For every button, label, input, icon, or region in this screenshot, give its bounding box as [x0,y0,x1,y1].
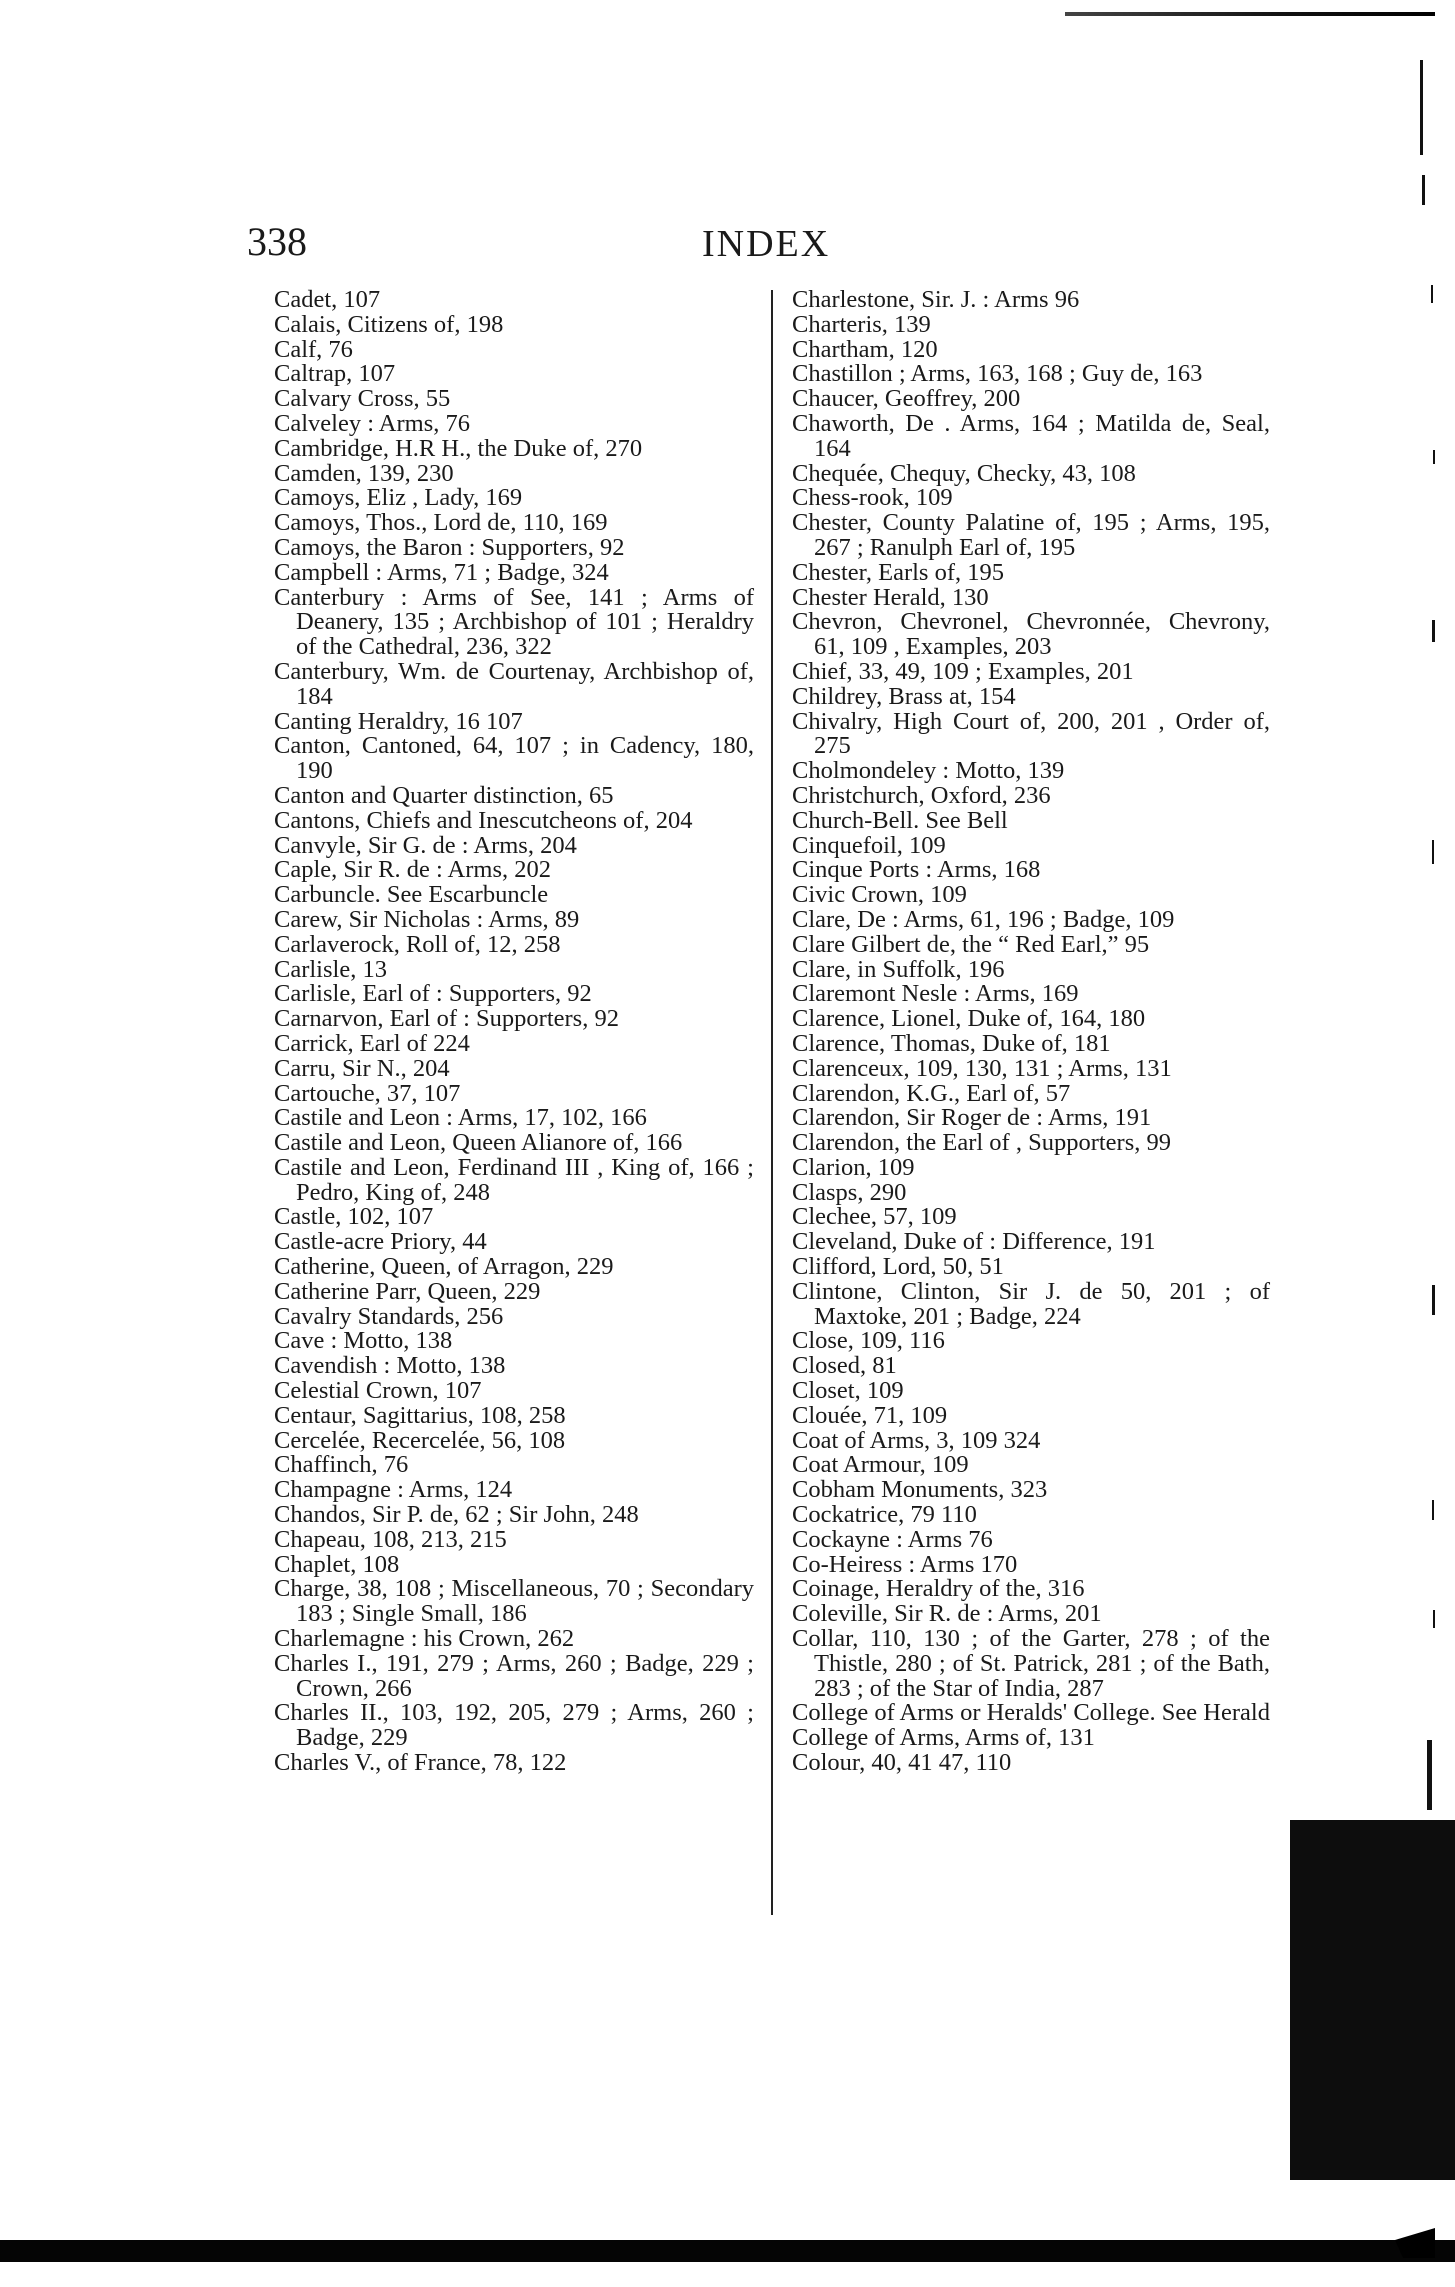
index-entry: Chaworth, De . Arms, 164 ; Matilda de, Seal, 164 [792,409,1270,462]
index-entry: Clechee, 57, 109 [792,1203,957,1231]
index-entry: Chester, County Palatine of, 195 ; Arms, 195, 267 ; Ranulph Earl of, 195 [792,509,1270,561]
index-entry: Chequée, Chequy, Checky, 43, 108 [792,459,1136,487]
index-entry: Childrey, Brass at, 154 [792,682,1016,710]
index-entry: Coinage, Heraldry of the, 316 [792,1575,1085,1603]
index-entry: Civic Crown, 109 [792,881,967,909]
index-entry: Campbell : Arms, 71 ; Badge, 324 [274,558,609,586]
index-entry: Castle-acre Priory, 44 [274,1228,487,1256]
index-entry: Chester, Earls of, 195 [792,558,1004,586]
column-divider [771,290,773,1915]
index-entry: Cantons, Chiefs and Inescutcheons of, 204 [274,806,693,834]
index-entry: Calveley : Arms, 76 [274,409,470,437]
index-entry: Co-Heiress : Arms 170 [792,1550,1018,1578]
index-entry: Canvyle, Sir G. de : Arms, 204 [274,831,577,859]
index-entry: Celestial Crown, 107 [274,1377,482,1405]
scan-edge-mark [1433,1610,1435,1628]
index-entry: Close, 109, 116 [792,1327,945,1355]
index-column-right [792,288,1270,1776]
index-entry: Collar, 110, 130 ; of the Garter, 278 ; of the Thistle, 280 ; of St. Patrick, 281 ; of the Bath, 283 ; of the Star of India, 287 [792,1625,1270,1702]
index-entry: Canterbury : Arms of See, 141 ; Arms of Deanery, 135 ; Archbishop of 101 ; Heraldry of the Cathedral, 236, 322 [274,583,754,661]
index-entry: Chastillon ; Arms, 163, 168 ; Guy de, 163 [792,360,1203,388]
index-entry: Chandos, Sir P. de, 62 ; Sir John, 248 [274,1501,639,1529]
index-entry: Camoys, the Baron : Supporters, 92 [274,533,625,561]
index-entry: Closet, 109 [792,1377,904,1405]
index-entry: Clarenceux, 109, 130, 131 ; Arms, 131 [792,1054,1172,1082]
index-entry: Cockatrice, 79 110 [792,1501,977,1529]
index-entry: Coat Armour, 109 [792,1451,969,1479]
index-entry: Coleville, Sir R. de : Arms, 201 [792,1600,1102,1628]
index-entry: Charteris, 139 [792,310,931,338]
index-entry: Castile and Leon, Queen Alianore of, 166 [274,1129,683,1157]
index-entry: Charlemagne : his Crown, 262 [274,1625,575,1653]
index-entry: Clifford, Lord, 50, 51 [792,1253,1004,1281]
scan-top-rule [1065,12,1435,16]
scan-edge-mark [1427,1740,1432,1810]
index-entry: Cambridge, H.R H., the Duke of, 270 [274,434,643,462]
index-entry: Cinquefoil, 109 [792,831,946,859]
scan-edge-mark [1422,175,1425,205]
index-entry: Clarendon, Sir Roger de : Arms, 191 [792,1104,1152,1132]
index-entry: Colour, 40, 41 47, 110 [792,1749,1012,1777]
index-entry: Carlisle, 13 [274,955,387,983]
index-entry: Canton and Quarter distinction, 65 [274,781,614,809]
index-entry: Camden, 139, 230 [274,459,454,487]
index-entry: Castle, 102, 107 [274,1203,434,1231]
index-entry: Clintone, Clinton, Sir J. de 50, 201 ; of Maxtoke, 201 ; Badge, 224 [792,1277,1270,1330]
index-entry: Camoys, Eliz , Lady, 169 [274,484,523,512]
index-entry: Coat of Arms, 3, 109 324 [792,1426,1041,1454]
index-entry: Champagne : Arms, 124 [274,1476,513,1504]
index-entry: Carlisle, Earl of : Supporters, 92 [274,980,592,1008]
index-entry: Chivalry, High Court of, 200, 201 , Order of, 275 [792,707,1270,760]
index-column-left [274,288,754,1776]
index-entry: Charlestone, Sir. J. : Arms 96 [792,286,1080,313]
index-entry: Cavalry Standards, 256 [274,1302,504,1330]
index-entry: Cobham Monuments, 323 [792,1476,1048,1504]
index-entry: Canting Heraldry, 16 107 [274,707,523,735]
index-entry: Castile and Leon, Ferdinand III , King of, 166 ; Pedro, King of, 248 [274,1153,754,1206]
index-entry: Claremont Nesle : Arms, 169 [792,980,1079,1008]
index-entry: Clarendon, the Earl of , Supporters, 99 [792,1129,1171,1157]
index-entry: Castile and Leon : Arms, 17, 102, 166 [274,1104,647,1132]
index-entry: Cholmondeley : Motto, 139 [792,757,1065,785]
index-entry: Calais, Citizens of, 198 [274,310,504,338]
index-entry: Clarence, Lionel, Duke of, 164, 180 [792,1005,1146,1033]
index-entry: Clarence, Thomas, Duke of, 181 [792,1029,1111,1057]
index-entry: Catherine Parr, Queen, 229 [274,1277,541,1305]
index-entry: Calf, 76 [274,335,353,363]
index-entry: Calvary Cross, 55 [274,385,451,413]
index-entry: Chapeau, 108, 213, 215 [274,1525,507,1553]
index-entry: College of Arms, Arms of, 131 [792,1724,1095,1752]
index-entry: Cadet, 107 [274,286,381,313]
index-entry: Clare, De : Arms, 61, 196 ; Badge, 109 [792,905,1175,933]
index-entry: Charles V., of France, 78, 122 [274,1749,567,1777]
index-entry: Canton, Cantoned, 64, 107 ; in Cadency, 180, 190 [274,732,754,785]
index-entry: Carew, Sir Nicholas : Arms, 89 [274,905,580,933]
index-entry: Clarendon, K.G., Earl of, 57 [792,1079,1071,1107]
index-entry: Cercelée, Recercelée, 56, 108 [274,1426,566,1454]
index-entry: Clare Gilbert de, the “ Red Earl,” 95 [792,930,1150,958]
index-entry: Church-Bell. See Bell [792,806,1008,834]
index-entry: Chief, 33, 49, 109 ; Examples, 201 [792,657,1134,685]
index-entry: Cleveland, Duke of : Difference, 191 [792,1228,1156,1256]
index-entry: Chess-rook, 109 [792,484,953,512]
index-entry: Chaplet, 108 [274,1550,400,1578]
index-entry: Cavendish : Motto, 138 [274,1352,506,1380]
index-entry: Clarion, 109 [792,1153,915,1181]
scan-edge-mark [1431,285,1433,303]
scan-corner-mark [1395,2228,1435,2258]
index-entry: Closed, 81 [792,1352,897,1380]
scan-dark-block [1290,1820,1455,2180]
index-entry: Centaur, Sagittarius, 108, 258 [274,1401,566,1429]
index-entry: Cave : Motto, 138 [274,1327,453,1355]
scan-edge-mark [1432,620,1435,642]
index-entry: Chaffinch, 76 [274,1451,409,1479]
scan-edge-mark [1432,1285,1435,1315]
index-entry: Cockayne : Arms 76 [792,1525,993,1553]
index-entry: Carnarvon, Earl of : Supporters, 92 [274,1005,619,1033]
index-entry: Chester Herald, 130 [792,583,989,611]
index-entry: Carrick, Earl of 224 [274,1029,470,1057]
scan-edge-mark [1433,450,1435,464]
index-entry: Clare, in Suffolk, 196 [792,955,1005,983]
page-number: 338 [247,219,307,264]
page-title: INDEX [702,223,831,265]
index-entry: Cinque Ports : Arms, 168 [792,856,1041,884]
index-entry: Christchurch, Oxford, 236 [792,781,1051,809]
index-entry: Charles II., 103, 192, 205, 279 ; Arms, 260 ; Badge, 229 [274,1699,754,1752]
index-entry: Clouée, 71, 109 [792,1401,948,1429]
index-entry: Chaucer, Geoffrey, 200 [792,385,1021,413]
index-entry: Charles I., 191, 279 ; Arms, 260 ; Badge, 229 ; Crown, 266 [274,1649,754,1702]
index-entry: Caple, Sir R. de : Arms, 202 [274,856,551,884]
index-entry: Clasps, 290 [792,1178,907,1206]
index-entry: Cartouche, 37, 107 [274,1079,461,1107]
index-entry: Chartham, 120 [792,335,938,363]
scan-edge-mark [1420,60,1423,155]
scan-edge-mark [1432,840,1434,864]
index-entry: Carlaverock, Roll of, 12, 258 [274,930,561,958]
index-entry: Camoys, Thos., Lord de, 110, 169 [274,509,608,537]
scan-edge-mark [1432,1500,1434,1520]
index-entry: Catherine, Queen, of Arragon, 229 [274,1253,614,1281]
scan-bottom-bar [0,2240,1455,2262]
index-entry: Canterbury, Wm. de Courtenay, Archbishop of, 184 [274,657,754,710]
index-entry: Carbuncle. See Escarbuncle [274,881,549,909]
index-entry: College of Arms or Heralds' College. See Herald [792,1699,1270,1727]
index-entry: Charge, 38, 108 ; Miscellaneous, 70 ; Secondary 183 ; Single Small, 186 [274,1575,754,1628]
index-entry: Chevron, Chevronel, Chevronnée, Chevrony, 61, 109 , Examples, 203 [792,608,1270,661]
index-entry: Carru, Sir N., 204 [274,1054,450,1082]
index-entry: Caltrap, 107 [274,360,396,388]
